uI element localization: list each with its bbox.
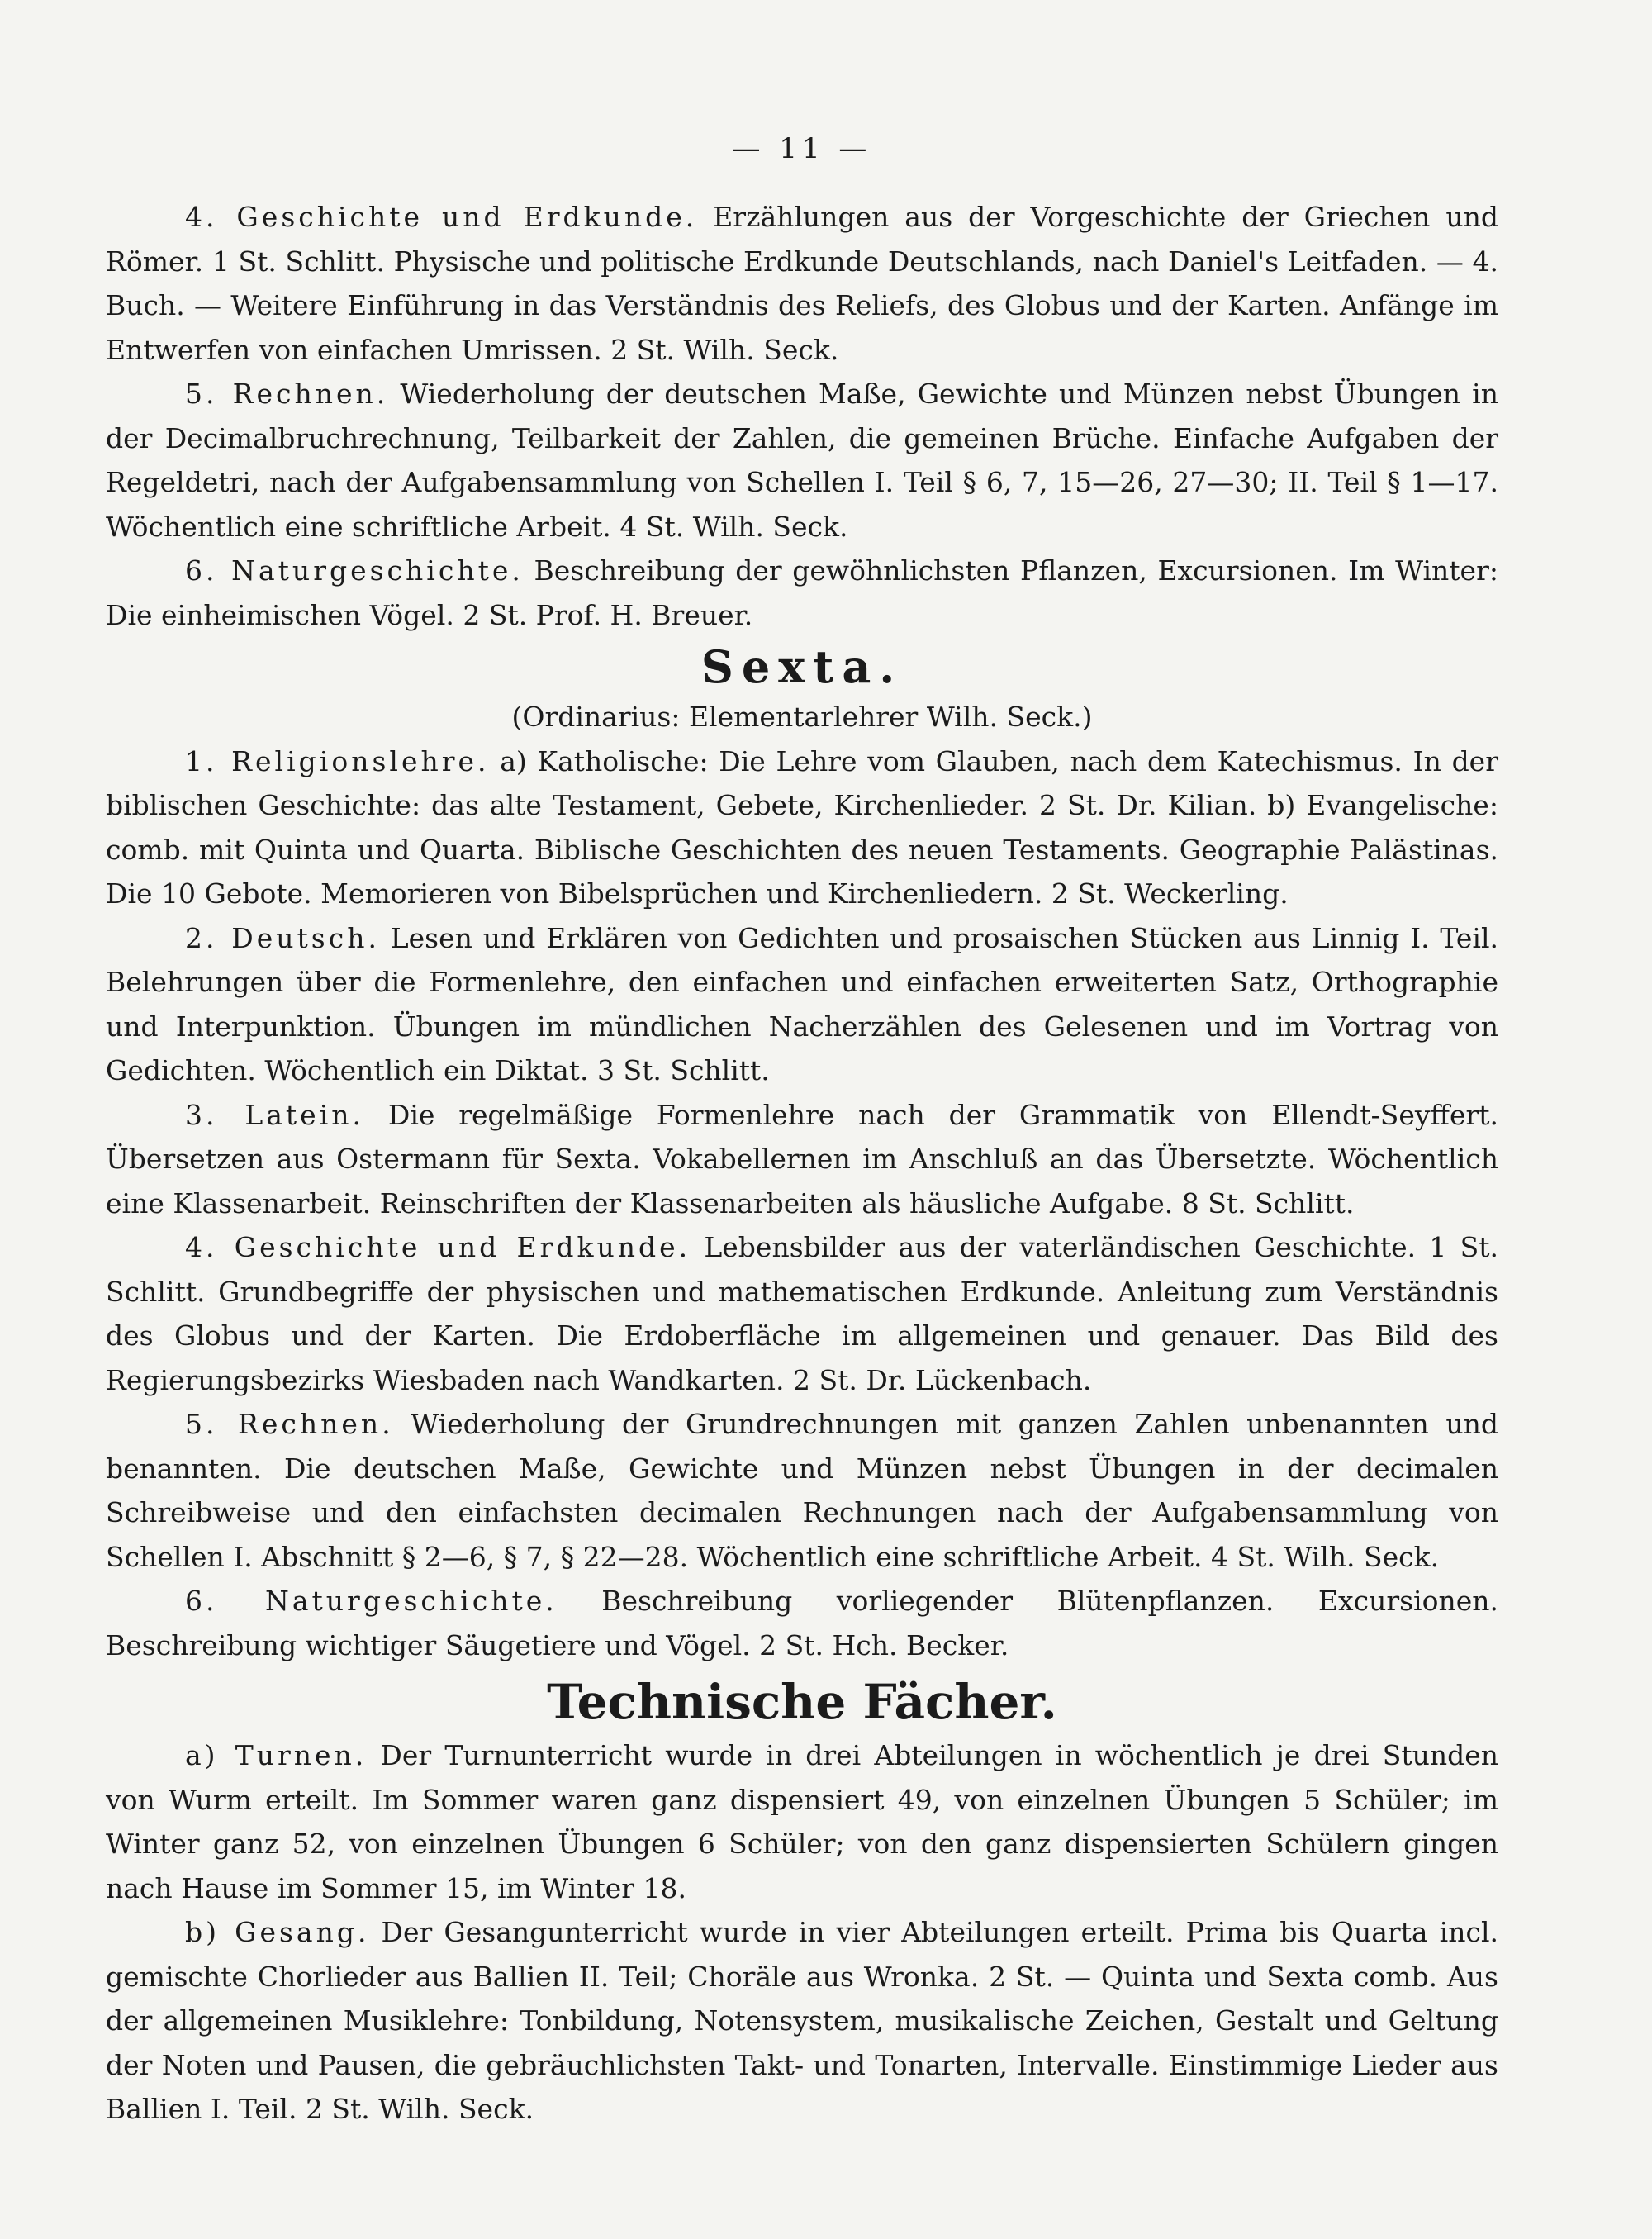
paragraph-text: Der Gesangunterricht wurde in vier Abteilungen erteilt. Prima bis Quarta incl. gemischte Chorlieder aus Ballien II. Teil; Choräle aus Wronka. 2 St. — Quinta und Sexta comb. Aus der allgemeinen Musiklehre: Tonbildung, Notensystem, musikalische Zeichen, Gestalt und Geltung der Noten und Pausen, die gebräuchlichsten Takt- und Tonarten, Intervalle. Einstimmige Lieder aus Ballien I. Teil. 2 St. Wilh. Seck. (106, 1916, 1498, 2125)
paragraph-text: Beschreibung vorliegender Blütenpflanzen. Excursionen. Beschreibung wichtiger Säugetiere und Vögel. 2 St. Hch. Becker. (106, 1585, 1498, 1661)
subject-heading: 5. Rechnen. (185, 378, 389, 410)
subject-heading: 6. Naturgeschichte. (185, 1585, 558, 1617)
paragraph (106, 916, 1498, 1093)
paragraph-text: Die regelmäßige Formenlehre nach der Grammatik von Ellendt-Seyffert. Übersetzen aus Ostermann für Sexta. Vokabellernen im Anschluß an das Übersetzte. Wöchentlich eine Klassenarbeit. Reinschriften der Klassenarbeiten als häusliche Aufgabe. 8 St. Schlitt. (106, 1098, 1498, 1219)
subject-heading: 4. Geschichte und Erdkunde. (185, 1231, 691, 1263)
paragraph (106, 549, 1498, 637)
subject-heading: 6. Naturgeschichte. (185, 554, 524, 587)
paragraph-text: Beschreibung der gewöhnlichsten Pflanzen, Excursionen. Im Winter: Die einheimischen Vögel. 2 St. Prof. H. Breuer. (106, 554, 1498, 631)
document-page (106, 132, 1498, 2132)
subject-heading: 3. Latein. (185, 1098, 365, 1131)
paragraph (106, 739, 1498, 916)
section-title-technical: Technische Fächer. (547, 1674, 1057, 1730)
section-title-sexta: Sexta. (700, 640, 904, 693)
paragraph (106, 372, 1498, 549)
paragraph (106, 1402, 1498, 1579)
subject-heading: 4. Geschichte und Erdkunde. (185, 201, 698, 233)
paragraph (106, 1579, 1498, 1667)
paragraph (106, 1225, 1498, 1402)
paragraph (106, 1733, 1498, 1910)
paragraph (106, 195, 1498, 372)
subject-heading: 1. Religionslehre. (185, 744, 490, 777)
paragraph-text: a) Katholische: Die Lehre vom Glauben, nach dem Katechismus. In der biblischen Geschichte: das alte Testament, Gebete, Kirchenlieder. 2 St. Dr. Kilian. b) Evangelische: comb. mit Quinta und Quarta. Biblische Geschichten des neuen Testaments. Geographie Palästinas. Die 10 Gebote. Memorieren von Bibelsprüchen und Kirchenliedern. 2 St. Weckerling. (106, 744, 1498, 910)
paragraph-text: Erzählungen aus der Vorgeschichte der Griechen und Römer. 1 St. Schlitt. Physische und politische Erdkunde Deutschlands, nach Daniel's Leitfaden. — 4. Buch. — Weitere Einführung in das Verständnis des Reliefs, des Globus und der Karten. Anfänge im Entwerfen von einfachen Umrissen. 2 St. Wilh. Seck. (106, 201, 1498, 366)
paragraph-text: Lesen und Erklären von Gedichten und prosaischen Stücken aus Linnig I. Teil. Belehrungen über die Formenlehre, den einfachen und einfachen erweiterten Satz, Orthographie und Interpunktion. Übungen im mündlichen Nacherzählen des Gelesenen und im Vortrag von Gedichten. Wöchentlich ein Diktat. 3 St. Schlitt. (106, 921, 1499, 1086)
paragraph (106, 1093, 1498, 1226)
subject-heading: 2. Deutsch. (185, 921, 380, 954)
paragraph-text: Wiederholung der Grundrechnungen mit ganzen Zahlen unbenannten und benannten. Die deutschen Maße, Gewichte und Münzen nebst Übungen in der decimalen Schreibweise und den einfachsten decimalen Rechnungen nach der Aufgabensammlung von Schellen I. Abschnitt § 2—6, § 7, § 22—28. Wöchentlich eine schriftliche Arbeit. 4 St. Wilh. Seck. (106, 1408, 1498, 1573)
paragraph (106, 1910, 1498, 2132)
sexta-section (106, 739, 1498, 1668)
subject-heading: a) Turnen. (185, 1739, 368, 1771)
page-number: — 11 — (732, 132, 872, 165)
subject-heading: 5. Rechnen. (185, 1408, 394, 1440)
technical-section (106, 1733, 1498, 2132)
section-ordinarius: (Ordinarius: Elementarlehrer Wilh. Seck.) (511, 701, 1093, 733)
paragraph-text: Der Turnunterricht wurde in drei Abteilungen in wöchentlich je drei Stunden von Wurm erteilt. Im Sommer waren ganz dispensiert 49, von einzelnen Übungen 5 Schüler; im Winter ganz 52, von einzelnen Übungen 6 Schüler; von den ganz dispensierten Schülern gingen nach Hause im Sommer 15, im Winter 18. (106, 1739, 1498, 1904)
paragraph-text: Lebensbilder aus der vaterländischen Geschichte. 1 St. Schlitt. Grundbegriffe der physischen und mathematischen Erdkunde. Anleitung zum Verständnis des Globus und der Karten. Die Erdoberfläche im allgemeinen und genauer. Das Bild des Regierungsbezirks Wiesbaden nach Wandkarten. 2 St. Dr. Lückenbach. (106, 1231, 1498, 1396)
subject-heading: b) Gesang. (185, 1916, 370, 1948)
paragraph-text: Wiederholung der deutschen Maße, Gewichte und Münzen nebst Übungen in der Decimalbruchrechnung, Teilbarkeit der Zahlen, die gemeinen Brüche. Einfache Aufgaben der Regeldetri, nach der Aufgabensammlung von Schellen I. Teil § 6, 7, 15—26, 27—30; II. Teil § 1—17. Wöchentlich eine schriftliche Arbeit. 4 St. Wilh. Seck. (106, 378, 1498, 543)
quinta-continuation (106, 195, 1498, 637)
